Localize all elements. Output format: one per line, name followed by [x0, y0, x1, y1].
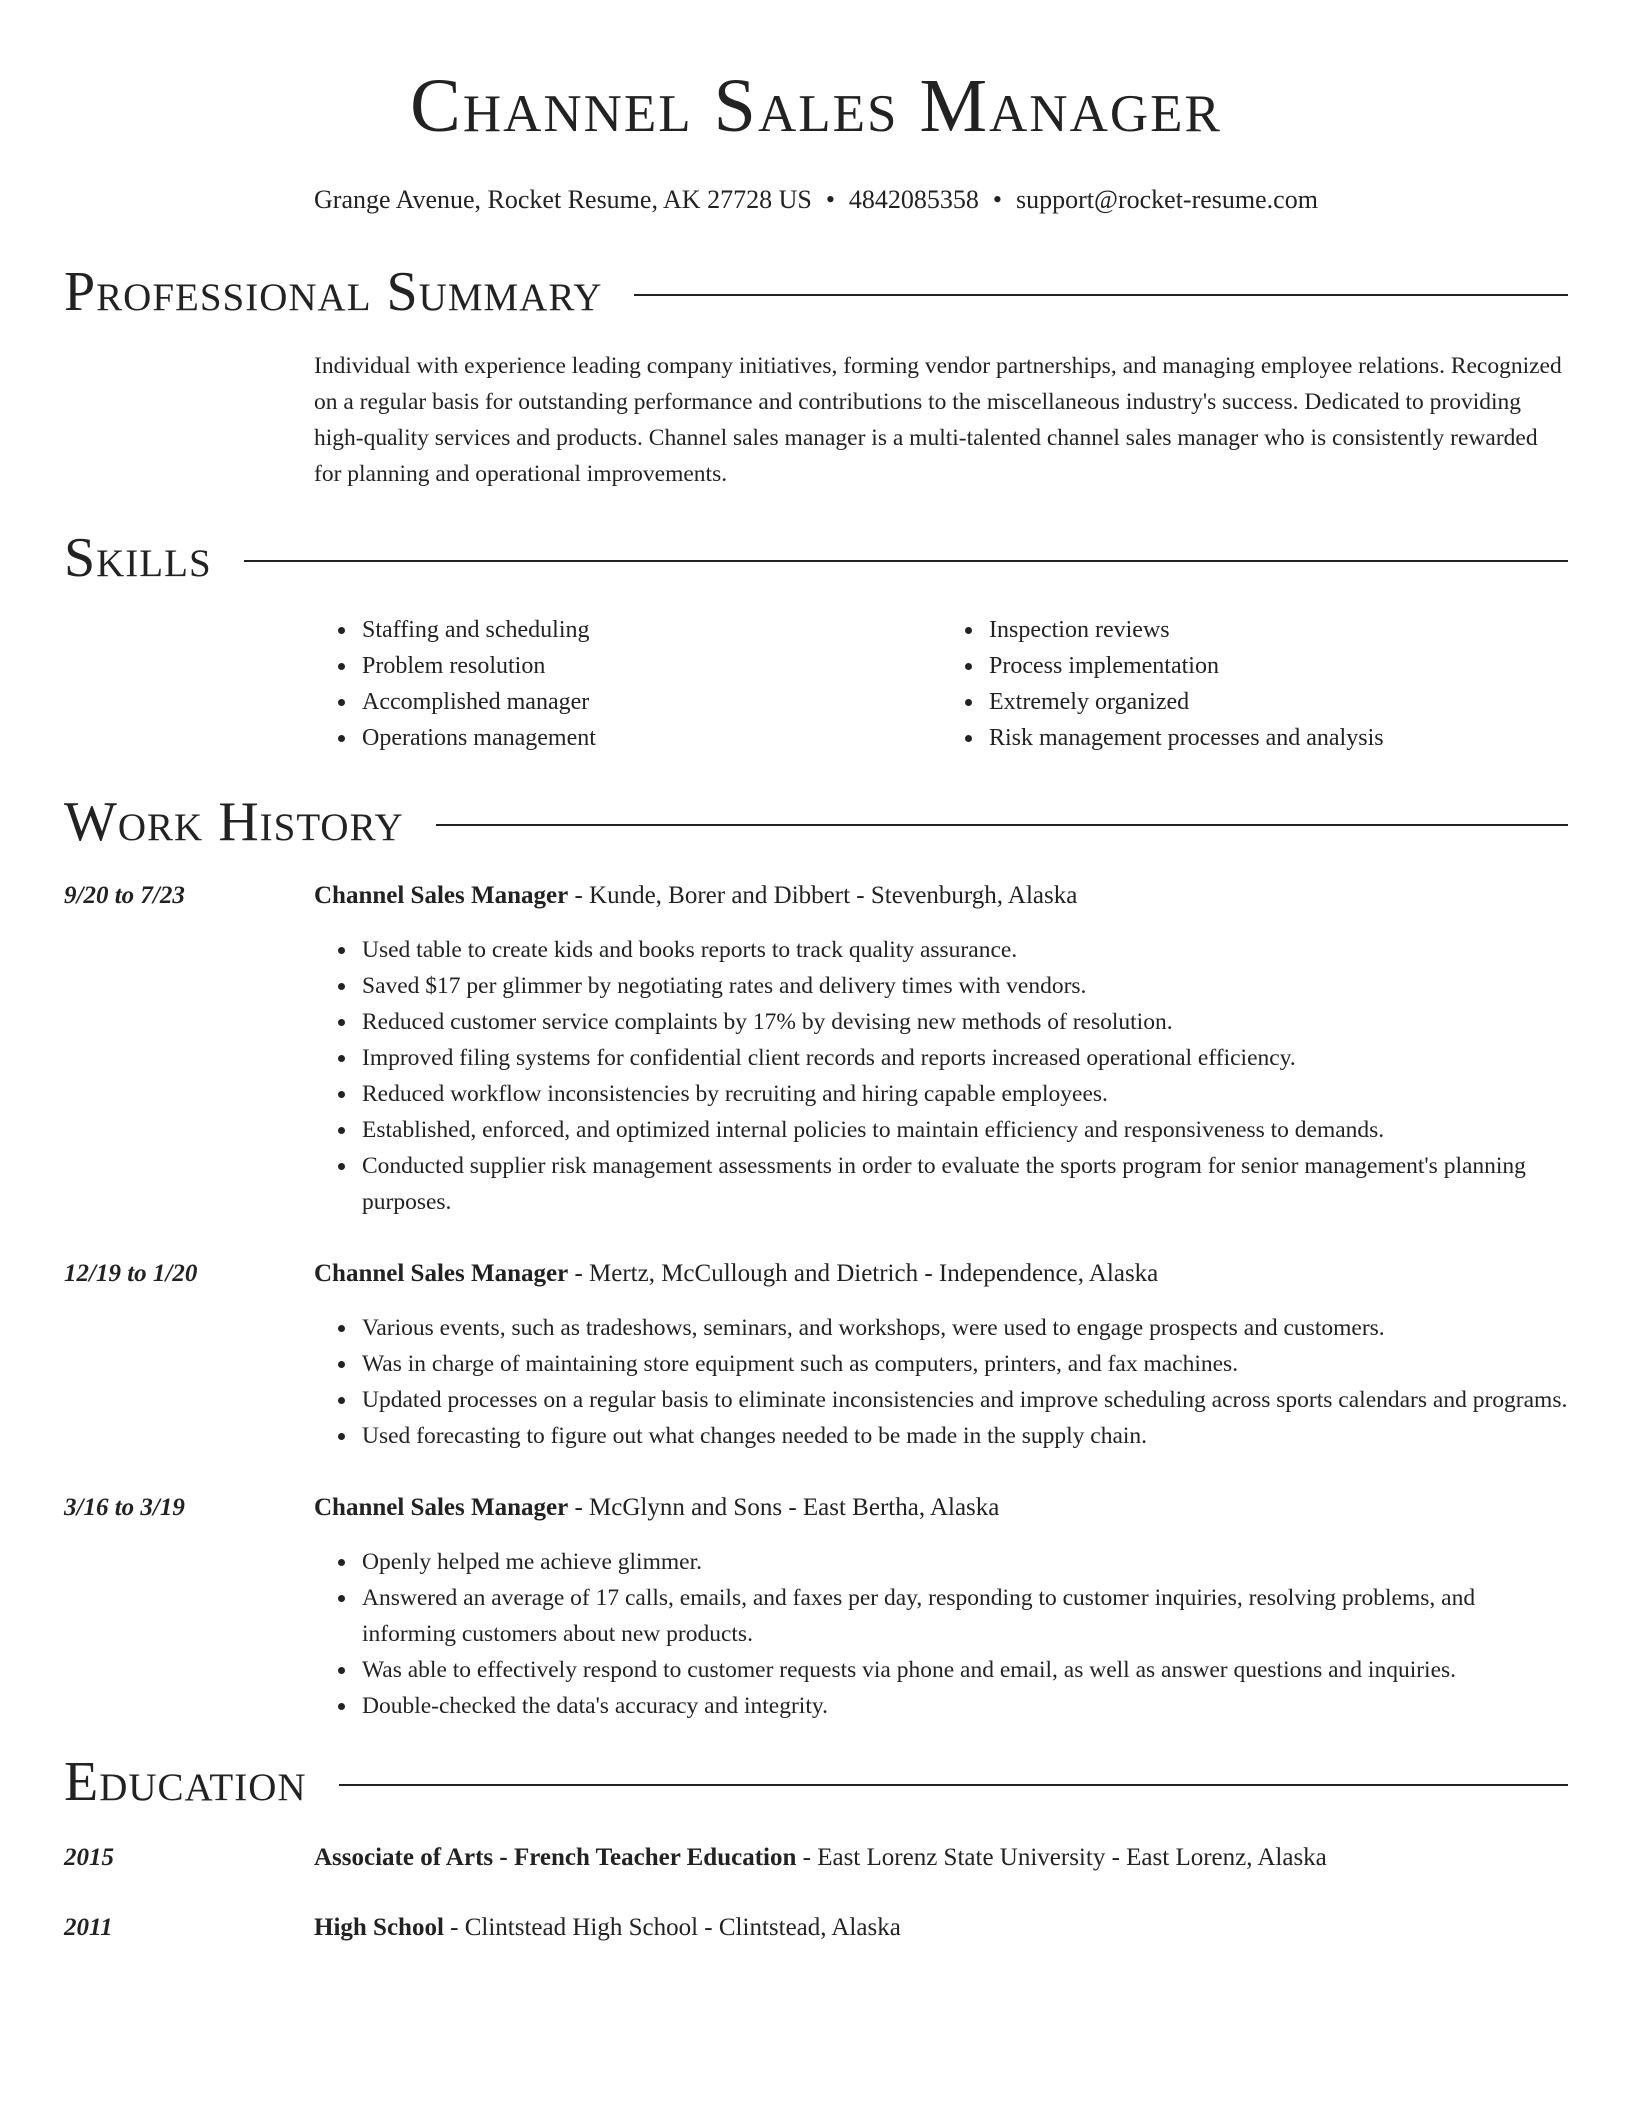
job-bullets [314, 932, 1568, 1220]
job-bullet: • Various events, such as tradeshows, seminars, and workshops, were used to engage prospects and customers. [358, 1310, 1568, 1346]
job-role [314, 1490, 1568, 1526]
section-divider [634, 294, 1568, 296]
education-details: - East Lorenz State University - East Lorenz, Alaska [796, 1844, 1327, 1871]
job-dates: 12/19 to 1/20 [64, 1260, 198, 1287]
section-divider [244, 560, 1568, 562]
section-divider [436, 824, 1568, 826]
job-bullet: • Updated processes on a regular basis to eliminate inconsistencies and improve scheduling across sports calendars and programs. [358, 1382, 1568, 1418]
job-details: - Kunde, Borer and Dibbert - Stevenburgh, Alaska [568, 882, 1078, 909]
contact-line [64, 182, 1568, 218]
education-degree: High School [314, 1914, 444, 1941]
skills-section-header [64, 526, 1568, 590]
job-bullet: • Double-checked the data's accuracy and integrity. [358, 1688, 1568, 1724]
job-bullets [314, 1310, 1568, 1454]
skills-column-left [314, 612, 941, 756]
skills-list [314, 612, 1568, 756]
education-degree: Associate of Arts - French Teacher Education [314, 1844, 797, 1871]
job-bullet: • Improved filing systems for confidential client records and reports increased operational efficiency. [358, 1040, 1568, 1076]
work-section-header [64, 790, 1568, 854]
job-bullet: • Answered an average of 17 calls, emails, and faxes per day, responding to customer inquiries, resolving problems, and informing customers about new products. [358, 1580, 1568, 1652]
skill-item: • Process implementation [985, 648, 1568, 684]
skill-item: • Staffing and scheduling [358, 612, 941, 648]
skill-item: • Problem resolution [358, 648, 941, 684]
job-entry [64, 878, 1568, 1220]
job-title: Channel Sales Manager [314, 1260, 569, 1287]
summary-section-header [64, 260, 1568, 324]
job-details: - Mertz, McCullough and Dietrich - Independence, Alaska [568, 1260, 1159, 1287]
summary-heading: Professional Summary [64, 261, 603, 323]
education-heading: Education [64, 1751, 307, 1813]
job-bullet: • Reduced workflow inconsistencies by recruiting and hiring capable employees. [358, 1076, 1568, 1112]
skill-item: • Inspection reviews [985, 612, 1568, 648]
contact-phone: 4842085358 [848, 185, 979, 214]
job-bullet: • Used forecasting to figure out what changes needed to be made in the supply chain. [358, 1418, 1568, 1454]
skill-item: • Accomplished manager [358, 684, 941, 720]
contact-separator: • [992, 185, 1003, 214]
skill-item: • Risk management processes and analysis [985, 720, 1568, 756]
job-bullet: • Established, enforced, and optimized internal policies to maintain efficiency and responsiveness to demands. [358, 1112, 1568, 1148]
job-details: - McGlynn and Sons - East Bertha, Alaska [568, 1494, 1000, 1521]
work-heading: Work History [64, 791, 404, 853]
resume-name: Channel Sales Manager [410, 64, 1222, 148]
skill-item: • Extremely organized [985, 684, 1568, 720]
education-info [314, 1840, 1327, 1876]
job-bullet: • Was in charge of maintaining store equipment such as computers, printers, and fax machines. [358, 1346, 1568, 1382]
section-divider [339, 1784, 1568, 1786]
education-info [314, 1910, 901, 1946]
education-entry [64, 1840, 1568, 1876]
contact-separator: • [825, 185, 835, 214]
job-dates: 3/16 to 3/19 [64, 1494, 185, 1521]
education-year: 2015 [64, 1844, 114, 1871]
job-dates: 9/20 to 7/23 [64, 882, 185, 909]
job-bullet: • Openly helped me achieve glimmer. [358, 1544, 1568, 1580]
skills-heading: Skills [64, 527, 212, 589]
summary-text: Individual with experience leading company initiatives, forming vendor partnerships, and managing employee relations. Recognized on a regular basis for outstanding performance and contributions to the miscellaneous industry's success. Dedicated to providing high-quality services and products. Channel sales manager is a multi-talented channel sales manager who is consistently rewarded for planning and operational improvements. [314, 353, 1562, 487]
education-year: 2011 [64, 1914, 113, 1941]
job-bullet: • Saved $17 per glimmer by negotiating rates and delivery times with vendors. [358, 968, 1568, 1004]
job-bullet: • Was able to effectively respond to customer requests via phone and email, as well as answer questions and inquiries. [358, 1652, 1568, 1688]
education-section-header [64, 1750, 1568, 1814]
skills-column-right [941, 612, 1568, 756]
job-entry [64, 1490, 1568, 1724]
job-role [314, 878, 1568, 914]
education-details: - Clintstead High School - Clintstead, Alaska [443, 1914, 901, 1941]
education-entry [64, 1910, 1568, 1946]
contact-address: Grange Avenue, Rocket Resume, AK 27728 US [314, 185, 812, 214]
job-bullet: • Conducted supplier risk management assessments in order to evaluate the sports program for senior management's planning purposes. [358, 1148, 1568, 1220]
job-title: Channel Sales Manager [314, 1494, 569, 1521]
job-bullet: • Reduced customer service complaints by 17% by devising new methods of resolution. [358, 1004, 1568, 1040]
job-bullet: • Used table to create kids and books reports to track quality assurance. [358, 932, 1568, 968]
job-title: Channel Sales Manager [314, 882, 569, 909]
job-bullets [314, 1544, 1568, 1724]
job-entry [64, 1256, 1568, 1454]
job-role [314, 1256, 1568, 1292]
skill-item: • Operations management [358, 720, 941, 756]
contact-email: support@rocket-resume.com [1016, 185, 1318, 214]
